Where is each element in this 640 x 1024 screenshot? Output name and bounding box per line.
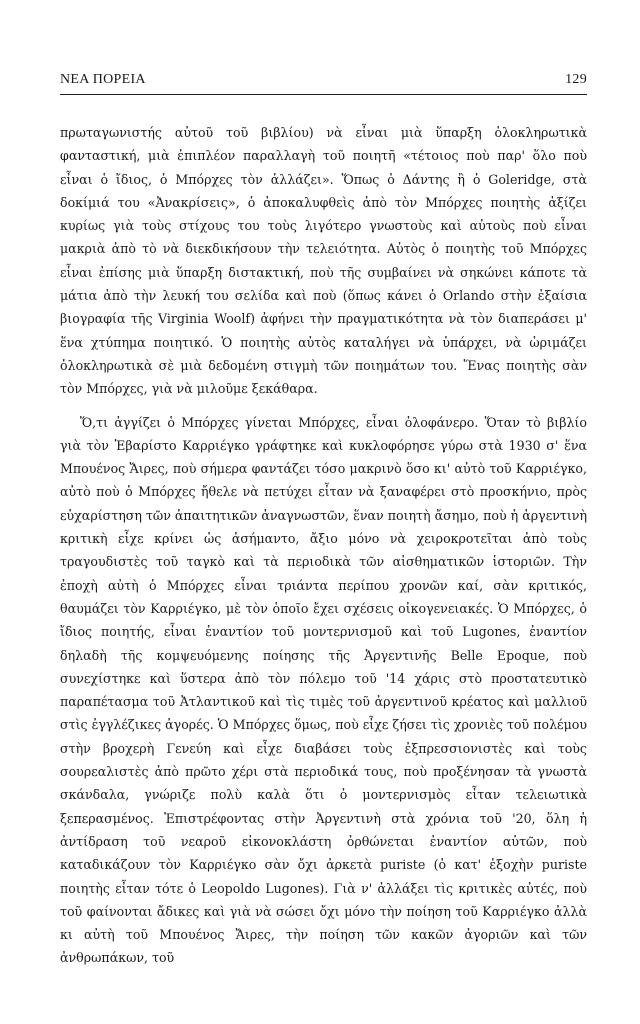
paragraph: Ὅ,τι ἀγγίζει ὁ Μπόρχες γίνεται Μπόρχες, εἶναι ὁλοφάνερο. Ὅταν τὸ βιβλίο γιὰ τὸν Ἐβαρίστο Καρριέγκο γράφτηκε καὶ κυκλοφόρησε γύρω στὰ 1930 σ' ἕνα Μπουένος Ἄιρες, ποὺ σήμερα φαντάζει τόσο μακρινὸ ὅσο κι' αὐτὸ τοῦ Καρριέγκο, αὐτὸ ποὺ ὁ Μπόρχες ἤθελε νὰ πετύχει εἶταν νὰ ξαναφέρει στὸ προσκήνιο, πρὸς εὐχαρίστηση τῶν ἀπαιτητικῶν ἀναγνωστῶν, ἕναν ποιητὴ ἄσημο, ποὺ ἡ ἀργεντινὴ κριτικὴ εἶχε κρίνει ὡς ἀσήμαντο, ἄξιο μόνο νὰ χειροκροτεῖται ἀπὸ τοὺς τραγουδιστὲς τοῦ ταγκὸ καὶ τὰ περιοδικὰ τῶν αἰσθηματικῶν ἱστοριῶν. Τὴν ἐποχὴ αὐτὴ ὁ Μπόρχες εἶναι τριάντα περίπου χρονῶν καί, σὰν κριτικός, θαυμάζει τὸν Καρριέγκο, μὲ τὸν ὁποῖο ἔχει σχέσεις οἰκογενειακές. Ὁ Μπόρχες, ὁ ἴδιος ποιητής, εἶναι ἐναντίον τοῦ μοντερνισμοῦ καὶ τοῦ Lugones, ἐναντίον δηλαδὴ τῆς κομψευόμενης ποίησης τῆς Ἀργεντινῆς Belle Epoque, ποὺ συνεχίστηκε καὶ ὕστερα ἀπὸ τὸν πόλεμο τοῦ '14 χάρις στὸ προστατευτικὸ παραπέτασμα τοῦ Ἀτλαντικοῦ καὶ τὶς τιμὲς τοῦ ἀργεντινοῦ κρέατος καὶ μαλλιοῦ στὶς ἐγγλέζικες ἀγορές. Ὁ Μπόρχες ὅμως, ποὺ εἶχε ζήσει τὶς χρονιὲς τοῦ πολέμου στὴν βροχερὴ Γενεύη καὶ εἶχε διαβάσει τοὺς ἐξπρεσσιονιστὲς καὶ τοὺς σουρεαλιστὲς ἀπὸ πρῶτο χέρι στὰ περιοδικά τους, ποὺ προξένησαν τὰ γνωστὰ σκάνδαλα, γνώριζε πολὺ καλὰ ὅτι ὁ μοντερνισμὸς εἶταν τελειωτικὰ ξεπερασμένος. Ἐπιστρέφοντας στὴν Ἀργεντινὴ στὰ χρόνια τοῦ '20, ὅλη ἡ ἀντίδραση τοῦ νεαροῦ εἰκονοκλάστη ὀρθώνεται ἐναντίον αὐτῶν, ποὺ καταδικάζουν τὸν Καρριέγκο σὰν ὄχι ἀρκετὰ puriste (ὁ κατ' ἐξοχὴν puriste ποιητὴς εἶταν τότε ὁ Leopoldo Lugones). Γιὰ ν' ἀλλάξει τὶς κριτικὲς αὐτές, ποὺ τοῦ φαίνονται ἄδικες καὶ γιὰ νὰ σώσει ὄχι μόνο τὴν ποίηση τοῦ Καρριέγκο ἀλλὰ κι αὐτὴ τοῦ Μπουένος Ἄιρες, τὴν ποίηση τῶν κακῶν ἀγοριῶν καὶ τῶν ἀνθρωπάκων, τοῦ <box>60 414 587 966</box>
page-number: 129 <box>565 72 587 87</box>
running-head-title: ΝΕΑ ΠΟΡΕΙΑ <box>60 72 146 87</box>
paragraph-continued: πρωταγωνιστής αὐτοῦ τοῦ βιβλίου) νὰ εἶναι μιὰ ὕπαρξη ὁλοκληρωτικὰ φανταστική, μιὰ ἐπιπλέον παραλλαγὴ τοῦ ποιητῆ «τέτοιος ποὺ παρ' ὅλο ποὺ εἶναι ὁ ἴδιος, ὁ Μπόρχες τὸν ἀλλάζει». Ὅπως ὁ Δάντης ἢ ὁ Goleridge, στὰ δοκίμιά του «Ἀνακρίσεις», ὁ ἀποκαλυφθεὶς ἀπὸ τὸν Μπόρχες ποιητὴς ἀξίζει κυρίως γιὰ τοὺς στίχους του τοὺς λιγότερο γνωστοὺς καὶ αὐτοὺς ποὺ εἶναι μακριὰ ἀπὸ τὸ νὰ διεκδικήσουν τὴν τελειότητα. Αὐτὸς ὁ ποιητὴς τοῦ Μπόρχες εἶναι ἐπίσης μιὰ ὕπαρξη διστακτική, ποὺ τῆς συμβαίνει νὰ σηκώνει κάποτε τὰ μάτια ἀπὸ τὴν λευκή του σελίδα καὶ ποὺ (ὅπως κάνει ὁ Orlando στὴν ἐξαίσια βιογραφία τῆς Virginia Woolf) ἀφήνει τὴν πραγματικότητα νὰ τὸν διαπεράσει μ' ἕνα χτύπημα ποιητικό. Ὁ ποιητὴς αὐτὸς καταλήγει νὰ ὑπάρχει, νὰ ὡριμάζει ὁλοκληρωτικὰ σὲ μιὰ δεδομένη στιγμὴ τῶν ποιημάτων του. Ἕνας ποιητὴς σὰν τὸν Μπόρχες, γιὰ νὰ μιλοῦμε ξεκάθαρα. <box>60 125 587 397</box>
running-head <box>60 72 587 95</box>
book-page <box>60 72 587 970</box>
body-text <box>60 121 587 970</box>
